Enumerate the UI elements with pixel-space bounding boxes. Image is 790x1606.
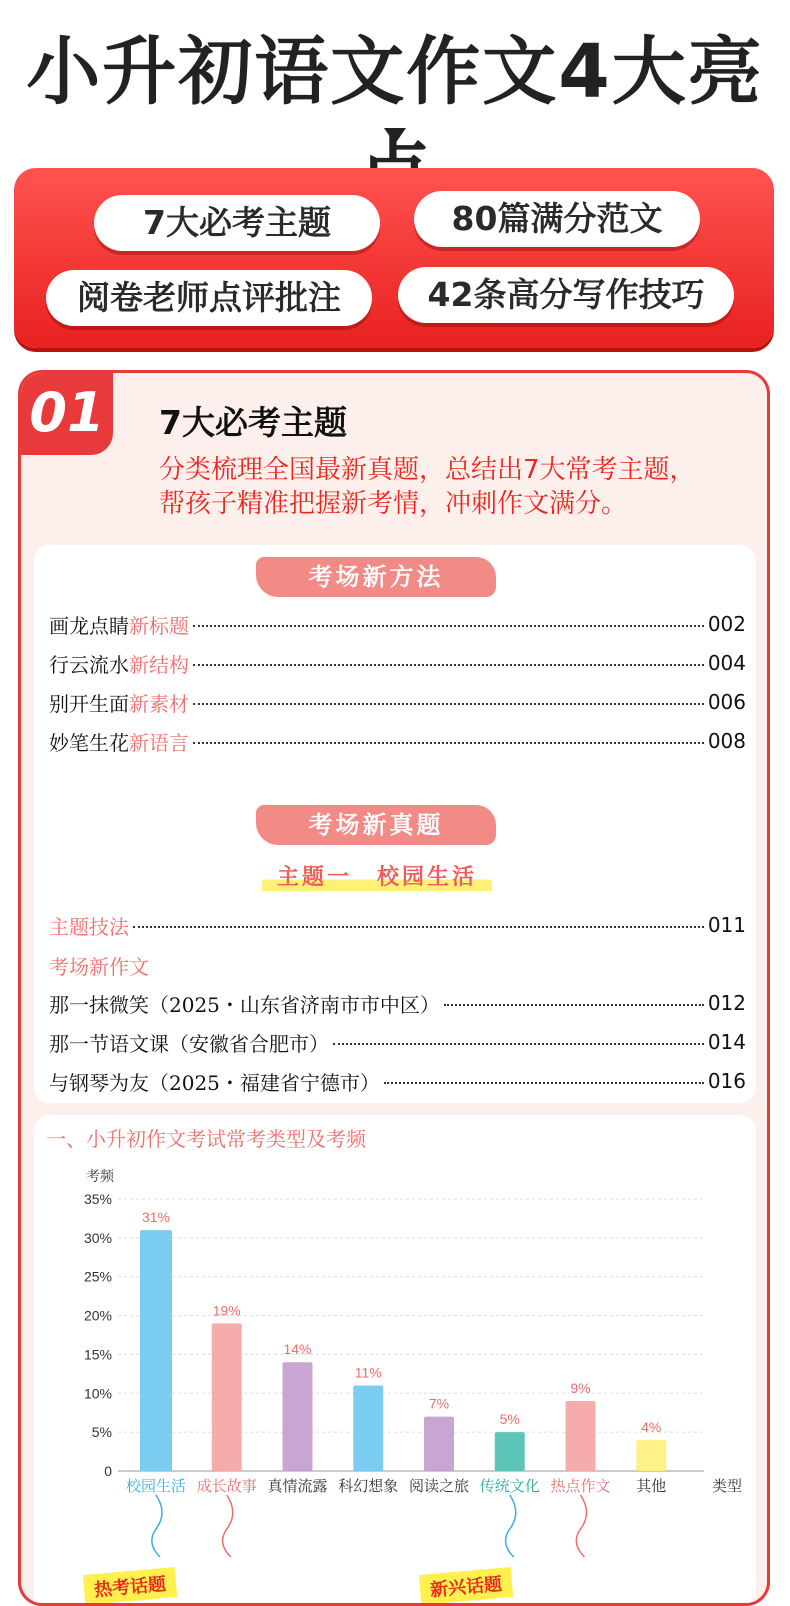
bar	[353, 1386, 383, 1471]
toc-prefix: 别开生面	[49, 691, 129, 716]
bar	[495, 1432, 525, 1471]
toc-page: 008	[707, 729, 746, 753]
bar-value-label: 5%	[499, 1411, 520, 1428]
bar-value-label: 4%	[641, 1418, 662, 1435]
y-tick-label: 5%	[91, 1424, 112, 1441]
highlights-banner	[14, 168, 774, 348]
pointer-arrow-icon	[223, 1495, 233, 1557]
bar-value-label: 9%	[570, 1380, 591, 1397]
section-description: 帮孩子精准把握新考情，冲刺作文满分。	[159, 489, 628, 519]
section-title: 7大必考主题	[159, 403, 347, 442]
skills-label: 主题技法	[49, 914, 129, 939]
toc-highlight: 新语言	[129, 730, 189, 755]
y-tick-label: 35%	[83, 1191, 112, 1207]
toc-page: 014	[707, 1030, 746, 1054]
y-axis-label: 考频	[86, 1168, 114, 1184]
dot-leader	[193, 664, 704, 666]
toc-highlight: 新素材	[129, 691, 189, 716]
dot-leader	[193, 625, 704, 627]
frequency-bar-chart	[34, 1115, 756, 1606]
toc-page: 016	[707, 1069, 746, 1093]
highlight-pill: 80篇满分范文	[414, 191, 700, 247]
toc-highlight: 新标题	[129, 613, 189, 638]
y-tick-label: 0	[104, 1463, 112, 1479]
essay-title: 那一抹微笑（2025・山东省济南市市中区）	[49, 992, 440, 1017]
toc-panel	[34, 545, 756, 1103]
dot-leader	[444, 1004, 704, 1006]
chart-heading: 一、小升初作文考试常考类型及考频	[46, 1127, 366, 1151]
toc-row	[49, 1024, 746, 1060]
bar-value-label: 11%	[354, 1364, 382, 1381]
category-label: 热点作文	[550, 1478, 611, 1495]
toc-prefix: 妙笔生花	[49, 730, 129, 755]
pointer-arrow-icon	[152, 1495, 162, 1557]
y-tick-label: 20%	[83, 1307, 112, 1324]
bar	[636, 1440, 666, 1471]
dot-leader	[333, 1043, 704, 1045]
dot-leader	[133, 926, 704, 928]
toc-row	[49, 723, 746, 759]
dot-leader	[384, 1082, 704, 1084]
toc-page: 011	[707, 913, 746, 937]
essay-title: 与钢琴为友（2025・福建省宁德市）	[49, 1070, 380, 1095]
pointer-arrow-icon	[576, 1495, 586, 1557]
essays-label: 考场新作文	[49, 955, 149, 979]
page-headline: 小升初语文作文4大亮	[26, 29, 764, 115]
toc-page: 012	[707, 991, 746, 1015]
category-label: 校园生活	[125, 1478, 187, 1495]
dot-leader	[193, 742, 704, 744]
hot-topic-tag: 热考话题	[83, 1567, 177, 1605]
y-tick-label: 15%	[83, 1346, 112, 1363]
category-label: 阅读之旅	[408, 1478, 470, 1495]
toc-row	[49, 1063, 746, 1099]
essay-title: 那一节语文课（安徽省合肥市）	[49, 1031, 329, 1056]
y-tick-label: 10%	[83, 1385, 112, 1402]
category-label: 科幻想象	[338, 1478, 399, 1495]
new-topic-tag: 新兴话题	[419, 1567, 513, 1605]
toc-prefix: 画龙点睛	[49, 613, 129, 638]
toc-page: 006	[707, 690, 746, 714]
category-label: 成长故事	[196, 1478, 257, 1495]
exam-ribbon: 考场新真题	[256, 805, 496, 845]
bar-value-label: 7%	[428, 1395, 450, 1412]
toc-row	[49, 645, 746, 681]
category-label: 其他	[636, 1478, 667, 1495]
section-description: 分类梳理全国最新真题，总结出7大常考主题，	[159, 455, 696, 485]
y-tick-label: 30%	[83, 1229, 112, 1246]
bar	[212, 1323, 242, 1471]
x-axis-label: 类型	[712, 1478, 743, 1495]
toc-row	[49, 985, 746, 1021]
bar-value-label: 31%	[141, 1209, 171, 1226]
down-arrow-icon	[384, 128, 406, 144]
bar	[424, 1417, 454, 1471]
toc-row	[49, 907, 746, 943]
method-ribbon: 考场新方法	[256, 557, 496, 597]
category-label: 真情流露	[267, 1478, 328, 1495]
toc-row	[49, 684, 746, 720]
toc-highlight: 新结构	[129, 652, 189, 677]
toc-page: 004	[707, 651, 746, 675]
bar	[566, 1401, 596, 1471]
highlight-pill: 7大必考主题	[94, 195, 380, 251]
highlight-pill: 阅卷老师点评批注	[46, 270, 372, 326]
theme-label: 主题一 校园生活	[262, 861, 492, 895]
bar-value-label: 14%	[283, 1341, 312, 1358]
chart-panel	[34, 1115, 756, 1606]
toc-prefix: 行云流水	[49, 652, 129, 677]
toc-page: 002	[707, 612, 746, 636]
y-tick-label: 25%	[83, 1268, 112, 1285]
pointer-arrow-icon	[506, 1495, 516, 1557]
bar	[140, 1230, 172, 1471]
bar-value-label: 19%	[212, 1302, 241, 1319]
bar	[283, 1362, 313, 1471]
highlight-pill: 42条高分写作技巧	[398, 267, 734, 323]
dot-leader	[193, 703, 704, 705]
section-card	[18, 370, 770, 1606]
section-number-badge: 01	[21, 373, 113, 455]
toc-row	[49, 606, 746, 642]
category-label: 传统文化	[479, 1478, 540, 1495]
